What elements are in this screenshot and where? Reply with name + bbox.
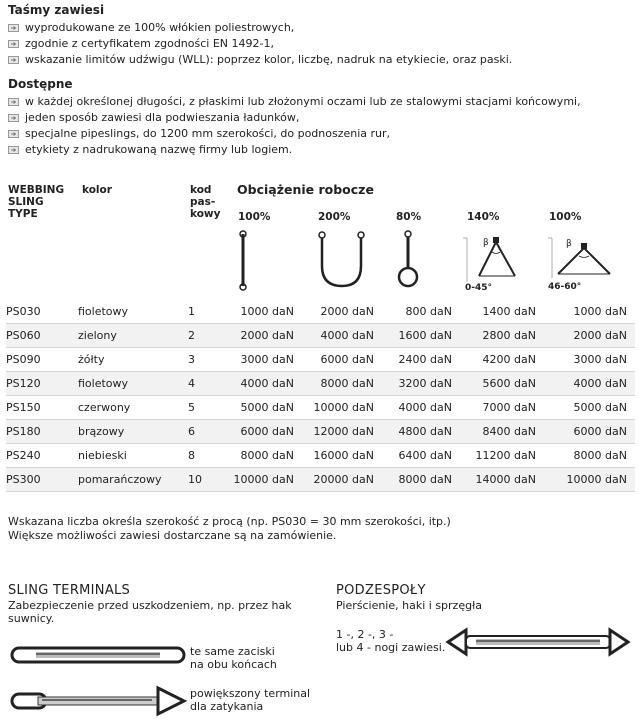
table-row bbox=[6, 348, 635, 372]
note-line-2: Większe możliwości zawiesi dostarczane są na zamówienie. bbox=[8, 529, 337, 542]
cell-load-4: 7000 daN bbox=[460, 396, 544, 420]
arrow-bullet-icon bbox=[8, 146, 19, 154]
cell-load-3: 800 daN bbox=[382, 300, 460, 324]
parts-caption-2: lub 4 - nogi zawiesi. bbox=[336, 641, 446, 654]
header-type: WEBBING SLING TYPE bbox=[8, 184, 65, 220]
cell-load-3: 1600 daN bbox=[382, 324, 460, 348]
cell-load-4: 2800 daN bbox=[460, 324, 544, 348]
cell-type: PS150 bbox=[6, 396, 78, 420]
bullet-item: wskazanie limitów udźwigu (WLL): poprzez kolor, liczbę, nadruk na etykiecie, oraz paski. bbox=[8, 52, 512, 67]
cell-code: 2 bbox=[188, 324, 226, 348]
cell-load-2: 2000 daN bbox=[302, 300, 382, 324]
cell-load-5: 10000 daN bbox=[544, 468, 635, 492]
cell-load-3: 4800 daN bbox=[382, 420, 460, 444]
cell-load-1: 2000 daN bbox=[226, 324, 302, 348]
arrow-bullet-icon bbox=[8, 24, 19, 32]
sling-angle-0-45-diagram bbox=[463, 232, 525, 292]
cell-color: niebieski bbox=[78, 444, 188, 468]
load-pct-2: 200% bbox=[318, 211, 351, 223]
table-row bbox=[6, 420, 635, 444]
note-line-1: Wskazana liczba określa szerokość z procą (np. PS030 = 30 mm szerokości, itp.) bbox=[8, 515, 451, 528]
terminal-caption-2a: powiększony terminal bbox=[190, 687, 311, 700]
bullet-item: wyprodukowane ze 100% włókien poliestrowych, bbox=[8, 20, 294, 35]
terminals-desc-2: suwnicy. bbox=[8, 612, 55, 625]
section2-title: Dostępne bbox=[8, 77, 73, 91]
bullet-item: etykiety z nadrukowaną nazwę firmy lub logiem. bbox=[8, 142, 292, 157]
cell-color: zielony bbox=[78, 324, 188, 348]
bullet-item: jeden sposób zawiesi dla podwieszania ładunków, bbox=[8, 110, 299, 125]
cell-type: PS300 bbox=[6, 468, 78, 492]
cell-code: 3 bbox=[188, 348, 226, 372]
cell-load-2: 10000 daN bbox=[302, 396, 382, 420]
terminal-same-clamps-diagram bbox=[8, 642, 188, 668]
parts-caption-1: 1 -, 2 -, 3 - bbox=[336, 628, 394, 641]
cell-load-1: 5000 daN bbox=[226, 396, 302, 420]
cell-load-2: 6000 daN bbox=[302, 348, 382, 372]
cell-load-3: 6400 daN bbox=[382, 444, 460, 468]
cell-code: 10 bbox=[188, 468, 226, 492]
cell-code: 8 bbox=[188, 444, 226, 468]
cell-type: PS240 bbox=[6, 444, 78, 468]
cell-load-5: 6000 daN bbox=[544, 420, 635, 444]
header-color: kolor bbox=[82, 184, 112, 196]
sling-choke-diagram bbox=[396, 230, 422, 292]
terminal-caption-2b: dla zatykania bbox=[190, 700, 264, 713]
cell-load-3: 2400 daN bbox=[382, 348, 460, 372]
arrow-bullet-icon bbox=[8, 130, 19, 138]
load-pct-4: 140% bbox=[467, 211, 500, 223]
cell-code: 6 bbox=[188, 420, 226, 444]
parts-desc: Pierścienie, haki i sprzęgła bbox=[336, 599, 482, 612]
cell-load-1: 3000 daN bbox=[226, 348, 302, 372]
terminals-title: SLING TERMINALS bbox=[8, 583, 131, 598]
sling-angle-46-60-diagram bbox=[546, 232, 616, 292]
load-table bbox=[6, 300, 635, 492]
cell-load-1: 6000 daN bbox=[226, 420, 302, 444]
cell-load-1: 8000 daN bbox=[226, 444, 302, 468]
cell-type: PS120 bbox=[6, 372, 78, 396]
cell-load-1: 4000 daN bbox=[226, 372, 302, 396]
terminals-desc-1: Zabezpieczenie przed uszkodzeniem, np. przez hak bbox=[8, 599, 292, 612]
beta-label: β bbox=[566, 239, 572, 249]
cell-color: fioletowy bbox=[78, 372, 188, 396]
load-pct-3: 80% bbox=[396, 211, 422, 223]
cell-load-2: 8000 daN bbox=[302, 372, 382, 396]
table-row bbox=[6, 444, 635, 468]
cell-color: pomarańczowy bbox=[78, 468, 188, 492]
arrow-bullet-icon bbox=[8, 40, 19, 48]
cell-code: 5 bbox=[188, 396, 226, 420]
cell-load-4: 4200 daN bbox=[460, 348, 544, 372]
sling-basket-diagram bbox=[314, 230, 370, 292]
cell-load-3: 3200 daN bbox=[382, 372, 460, 396]
cell-color: czerwony bbox=[78, 396, 188, 420]
cell-type: PS180 bbox=[6, 420, 78, 444]
cell-load-4: 1400 daN bbox=[460, 300, 544, 324]
angle-0-45-label: 0-45° bbox=[465, 283, 493, 292]
cell-load-4: 5600 daN bbox=[460, 372, 544, 396]
bullet-item: w każdej określonej długości, z płaskimi lub złożonymi oczami lub ze stalowymi stacjami końcowymi, bbox=[8, 94, 581, 109]
cell-load-2: 4000 daN bbox=[302, 324, 382, 348]
bullet-item: specjalne pipeslings, do 1200 mm szerokości, do podnoszenia rur, bbox=[8, 126, 390, 141]
cell-type: PS030 bbox=[6, 300, 78, 324]
arrow-bullet-icon bbox=[8, 114, 19, 122]
angle-46-60-label: 46-60° bbox=[548, 282, 582, 292]
cell-load-5: 5000 daN bbox=[544, 396, 635, 420]
cell-load-2: 12000 daN bbox=[302, 420, 382, 444]
cell-load-3: 4000 daN bbox=[382, 396, 460, 420]
terminal-caption-1b: na obu końcach bbox=[190, 658, 277, 671]
cell-load-4: 14000 daN bbox=[460, 468, 544, 492]
cell-load-5: 3000 daN bbox=[544, 348, 635, 372]
table-row bbox=[6, 300, 635, 324]
table-row bbox=[6, 468, 635, 492]
load-pct-1: 100% bbox=[238, 211, 271, 223]
load-pct-5: 100% bbox=[549, 211, 582, 223]
cell-color: brązowy bbox=[78, 420, 188, 444]
cell-type: PS060 bbox=[6, 324, 78, 348]
cell-color: fioletowy bbox=[78, 300, 188, 324]
cell-load-5: 2000 daN bbox=[544, 324, 635, 348]
header-load-title: Obciążenie robocze bbox=[237, 182, 374, 197]
sling-straight-diagram bbox=[234, 230, 252, 292]
cell-load-3: 8000 daN bbox=[382, 468, 460, 492]
arrow-bullet-icon bbox=[8, 56, 19, 64]
terminal-caption-1a: te same zaciski bbox=[190, 645, 275, 658]
arrow-bullet-icon bbox=[8, 98, 19, 106]
cell-load-1: 10000 daN bbox=[226, 468, 302, 492]
beta-label: β bbox=[483, 238, 489, 248]
cell-type: PS090 bbox=[6, 348, 78, 372]
cell-color: żółty bbox=[78, 348, 188, 372]
table-row bbox=[6, 324, 635, 348]
cell-load-2: 16000 daN bbox=[302, 444, 382, 468]
cell-code: 4 bbox=[188, 372, 226, 396]
cell-load-5: 4000 daN bbox=[544, 372, 635, 396]
bullet-item: zgodnie z certyfikatem zgodności EN 1492-1, bbox=[8, 36, 274, 51]
cell-code: 1 bbox=[188, 300, 226, 324]
cell-load-4: 11200 daN bbox=[460, 444, 544, 468]
cell-load-5: 8000 daN bbox=[544, 444, 635, 468]
sling-with-rings-diagram bbox=[444, 626, 632, 658]
cell-load-1: 1000 daN bbox=[226, 300, 302, 324]
cell-load-5: 1000 daN bbox=[544, 300, 635, 324]
table-row bbox=[6, 372, 635, 396]
section1-title: Taśmy zawiesi bbox=[8, 3, 105, 17]
cell-load-2: 20000 daN bbox=[302, 468, 382, 492]
header-code: kod pas-kowy bbox=[190, 184, 221, 220]
cell-load-4: 8400 daN bbox=[460, 420, 544, 444]
parts-title: PODZESPOŁY bbox=[336, 583, 426, 598]
table-row bbox=[6, 396, 635, 420]
terminal-enlarged-diagram bbox=[8, 684, 188, 718]
